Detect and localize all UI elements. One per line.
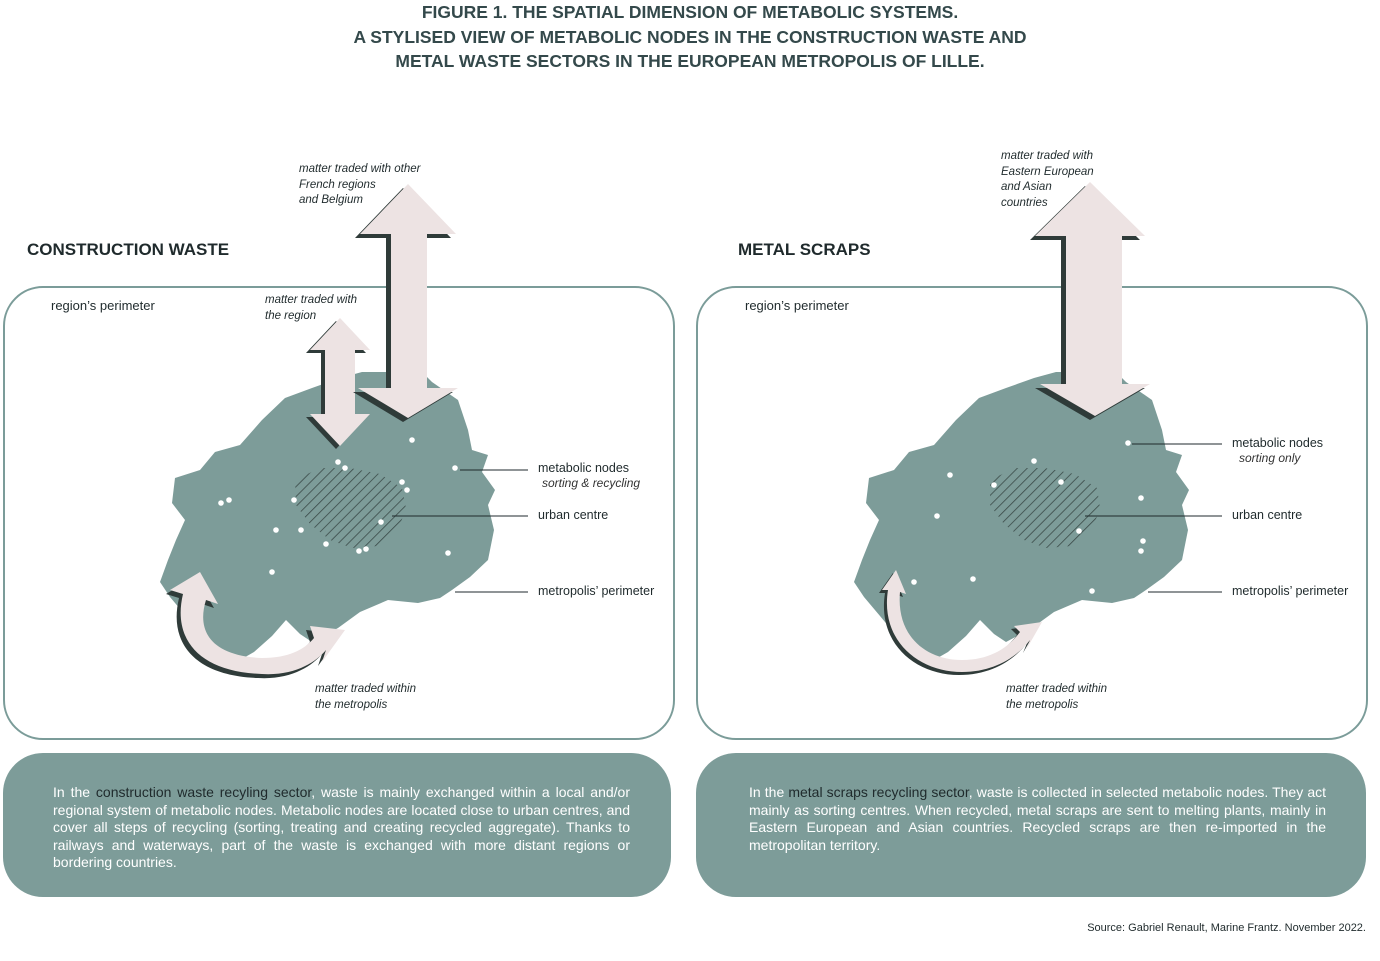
left-region-trade-caption (265, 293, 357, 324)
right-legend-nodes-sub: sorting only (1239, 451, 1301, 465)
node-dot (342, 465, 348, 471)
node-dot (356, 548, 362, 554)
caption-line: matter traded with (1001, 150, 1094, 162)
node-dot (1138, 548, 1144, 554)
caption-line: the metropolis (315, 698, 388, 711)
desc-highlight: construction waste recyling sector (95, 784, 312, 800)
node-dot (1058, 479, 1064, 485)
node-dot (991, 482, 997, 488)
node-dot (947, 472, 953, 478)
node-dot (1089, 588, 1095, 594)
node-dot (298, 527, 304, 533)
left-legend-metropolis-perimeter: metropolis’ perimeter (538, 584, 655, 598)
node-dot (1076, 528, 1082, 534)
metal-scraps-heading: METAL SCRAPS (738, 240, 871, 259)
source-note: Source: Gabriel Renault, Marine Frantz. November 2022. (1087, 922, 1366, 934)
caption-line: the metropolis (1006, 698, 1079, 711)
node-dot (291, 497, 297, 503)
node-dot (934, 513, 940, 519)
construction-waste-heading: CONSTRUCTION WASTE (27, 240, 230, 259)
node-dot (269, 569, 275, 575)
desc-text-part: , waste is collected in selected metabolic nodes. They act mainly as sorting centres. When recycled, metal scraps are sent to melting plants, mainly in Eastern European and Asian countries. Recycled scraps are then re-imported in the metropolitan territory. (749, 784, 1327, 853)
left-legend-nodes-sub: sorting & recycling (542, 476, 641, 490)
caption-line: and Asian (1001, 181, 1052, 193)
caption-line: matter traded within (315, 683, 416, 695)
left-external-trade-caption (299, 162, 420, 209)
caption-line: the region (265, 309, 317, 322)
node-dot (323, 541, 329, 547)
left-legend-urban-centre: urban centre (538, 508, 609, 522)
right-external-trade-caption (1001, 149, 1094, 211)
left-legend-metabolic-nodes: metabolic nodes (538, 461, 630, 475)
caption-line: countries (1001, 196, 1048, 209)
right-metropolis-trade-caption (1006, 682, 1107, 713)
right-region-perimeter-label: region’s perimeter (745, 298, 849, 313)
title-line-2: A STYLISED VIEW OF METABOLIC NODES IN THE CONSTRUCTION WASTE AND (353, 26, 1027, 47)
node-dot (970, 576, 976, 582)
right-legend-metabolic-nodes: metabolic nodes (1232, 436, 1324, 450)
node-dot (445, 550, 451, 556)
node-dot (218, 500, 224, 506)
node-dot (1138, 495, 1144, 501)
title-line-3: METAL WASTE SECTORS IN THE EUROPEAN METROPOLIS OF LILLE. (395, 51, 985, 71)
node-dot (452, 465, 458, 471)
node-dot (335, 459, 341, 465)
node-dot (226, 497, 232, 503)
left-region-perimeter-label: region’s perimeter (51, 298, 155, 313)
desc-text-part: In the (749, 784, 789, 800)
node-dot (911, 579, 917, 585)
node-dot (404, 487, 410, 493)
node-dot (363, 546, 369, 552)
caption-line: Eastern European (1001, 165, 1094, 178)
node-dot (1031, 458, 1037, 464)
desc-text-part: , waste is mainly exchanged within a local and/or regional system of metabolic nodes. Metabolic nodes are located close to urban centres, and cover all steps of recycling (sorting, treating and creating recycled aggregate). Thanks to railways and waterways, part of the waste is exchanged with more distant regions or bordering countries. (53, 784, 630, 870)
right-legend-metropolis-perimeter: metropolis’ perimeter (1232, 584, 1349, 598)
caption-line: matter traded with (265, 294, 358, 306)
node-dot (1140, 538, 1146, 544)
node-dot (409, 437, 415, 443)
caption-line: matter traded within (1006, 683, 1107, 695)
caption-line: French regions (299, 178, 376, 191)
desc-text-part: In the (53, 784, 96, 800)
node-dot (1125, 440, 1131, 446)
node-dot (399, 479, 405, 485)
right-legend-urban-centre: urban centre (1232, 508, 1303, 522)
node-dot (273, 527, 279, 533)
left-metropolis-trade-caption (315, 682, 416, 713)
caption-line: and Belgium (299, 194, 363, 206)
caption-line: matter traded with other (299, 163, 421, 175)
right-external-trade-arrow (1030, 182, 1150, 420)
right-description-text (749, 784, 1326, 854)
node-dot (378, 519, 384, 525)
title-line-1: FIGURE 1. THE SPATIAL DIMENSION OF METABOLIC SYSTEMS. (421, 2, 959, 22)
desc-highlight: metal scraps recycling sector (788, 784, 969, 800)
left-description-text (53, 784, 630, 872)
